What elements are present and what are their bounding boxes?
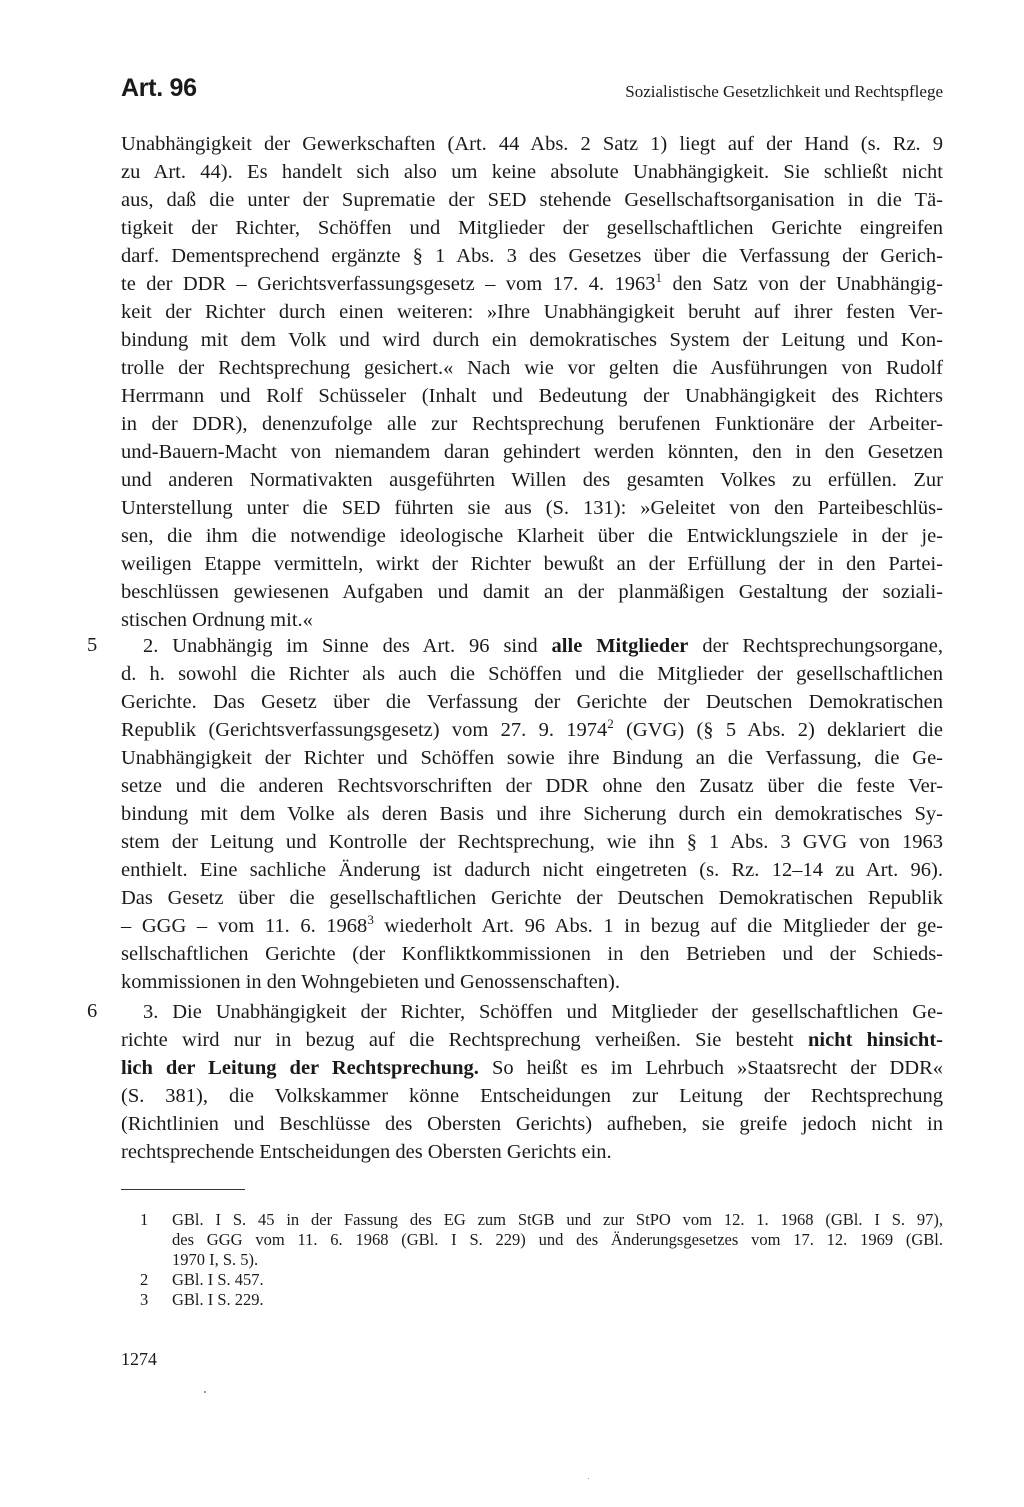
text-run: Republik (Gerichtsverfassungsgesetz) vom 27. 9. 1974 — [121, 719, 608, 741]
text-run: (GVG) (§ 5 Abs. 2) deklariert die — [613, 719, 944, 741]
text-line: in der DDR), denenzufolge alle zur Rechtsprechung berufenen Funktionäre der Arbeiter- — [121, 413, 943, 435]
text-line: keit der Richter durch einen weiteren: »Ihre Unabhängigkeit beruht auf ihrer festen Ver- — [121, 301, 943, 323]
text-line: tigkeit der Richter, Schöffen und Mitglieder der gesellschaftlichen Gerichte eingreifen — [121, 217, 943, 239]
footnote-text: GBl. I S. 457. — [172, 1270, 264, 1289]
page-number: 1274 — [121, 1349, 157, 1369]
text-line: Gerichte. Das Gesetz über die Verfassung der Gerichte der Deutschen Demokratischen — [121, 691, 943, 713]
text-line: zu Art. 44). Es handelt sich also um keine absolute Unabhängigkeit. Sie schließt nicht — [121, 161, 943, 183]
text-line — [121, 270, 943, 298]
article-label: Art. 96 — [121, 74, 197, 102]
text-run: So heißt es im Lehrbuch »Staatsrecht der DDR« — [478, 1057, 943, 1079]
paragraph-5 — [121, 632, 943, 996]
text-line: sellschaftlichen Gerichte (der Konfliktkommissionen in den Betrieben und der Schieds- — [121, 943, 943, 965]
footnote-text: GBl. I S. 229. — [172, 1290, 264, 1309]
text-line: rechtsprechende Entscheidungen des Obersten Gerichts ein. — [121, 1141, 612, 1163]
text-line: darf. Dementsprechend ergänzte § 1 Abs. 3 des Gesetzes über die Verfassung der Gerich- — [121, 245, 943, 267]
text-line: aus, daß die unter der Suprematie der SED stehende Gesellschaftsorganisation in die Tä- — [121, 189, 943, 211]
section-title: Sozialistische Gesetzlichkeit und Rechtspflege — [625, 82, 943, 101]
text-line — [121, 632, 943, 660]
text-line: (S. 381), die Volkskammer könne Entscheidungen zur Leitung der Rechtsprechung — [121, 1085, 943, 1107]
footnote — [140, 1270, 943, 1290]
footnote-ref[interactable]: 3 — [367, 912, 374, 927]
text-line: 3. Die Unabhängigkeit der Richter, Schöffen und Mitglieder der gesellschaftlichen Ge- — [143, 1001, 943, 1023]
footnote-number: 1 — [140, 1210, 149, 1229]
running-head — [121, 74, 943, 106]
footnote-ref[interactable]: 1 — [655, 270, 663, 285]
text-line: Herrmann und Rolf Schüsseler (Inhalt und Bedeutung der Unabhängigkeit des Richters — [121, 385, 943, 407]
text-line: (Richtlinien und Beschlüsse des Obersten Gerichts) aufheben, sie greife jedoch nicht in — [121, 1113, 943, 1135]
text-line: trolle der Rechtsprechung gesichert.« Nach wie vor gelten die Ausführungen von Rudolf — [121, 357, 943, 379]
text-line: Unabhängigkeit der Gewerkschaften (Art. 44 Abs. 2 Satz 1) liegt auf der Hand (s. Rz. 9 — [121, 133, 943, 155]
margin-number: 5 — [87, 634, 98, 656]
text-line: beschlüssen gewiesenen Aufgaben und damit an der planmäßigen Gestaltung der soziali- — [121, 581, 943, 603]
text-line — [121, 1054, 943, 1082]
text-line — [121, 1026, 943, 1054]
text-run: der Rechtsprechungsorgane, — [688, 635, 943, 657]
footnote-number: 2 — [140, 1270, 149, 1289]
text-run: wiederholt Art. 96 Abs. 1 in bezug auf die Mitglieder der ge- — [373, 915, 943, 937]
text-line: und anderen Normativakten ausgeführten Willen des gesamten Volkes zu erfüllen. Zur — [121, 469, 943, 491]
text-line: stem der Leitung und Kontrolle der Rechtsprechung, wie ihn § 1 Abs. 3 GVG von 1963 — [121, 831, 943, 853]
margin-number: 6 — [87, 1000, 98, 1022]
text-line: weiligen Etappe vermitteln, wirkt der Richter bewußt an der Erfüllung der in den Partei- — [121, 553, 943, 575]
text-run: te der DDR – Gerichtsverfassungsgesetz – vom 17. 4. 1963 — [121, 273, 656, 295]
footnote-text: GBl. I S. 45 in der Fassung des EG zum StGB und zur StPO vom 12. 1. 1968 (GBl. I S. 97), — [172, 1210, 943, 1229]
text-run: – GGG – vom 11. 6. 1968 — [121, 915, 368, 937]
footnote — [140, 1290, 943, 1310]
speck-mark — [588, 1478, 589, 1479]
text-run: 2. Unabhängig im Sinne des Art. 96 sind — [143, 635, 552, 657]
speck-mark — [204, 1391, 206, 1393]
footnote-number: 3 — [140, 1290, 149, 1309]
paragraph-continuation — [121, 130, 943, 634]
bold-phrase: lich der Leitung der Rechtsprechung. — [121, 1057, 479, 1079]
text-run: den Satz von der Unabhängig- — [662, 273, 944, 295]
text-line: und-Bauern-Macht von niemandem daran gehindert werden könnten, den in den Gesetzen — [121, 441, 943, 463]
text-line: Das Gesetz über die gesellschaftlichen Gerichte der Deutschen Demokratischen Republik — [121, 887, 943, 909]
text-line — [121, 716, 943, 744]
footnote-text: des GGG vom 11. 6. 1968 (GBl. I S. 229) und des Änderungsgesetzes vom 17. 12. 1969 (GBl. — [172, 1230, 943, 1249]
bold-phrase: alle Mitglieder — [551, 635, 689, 657]
bold-phrase: nicht hinsicht- — [807, 1029, 943, 1051]
text-line — [121, 912, 943, 940]
text-line: bindung mit dem Volke als deren Basis und ihre Sicherung durch ein demokratisches Sy- — [121, 803, 943, 825]
text-line: d. h. sowohl die Richter als auch die Schöffen und die Mitglieder der gesellschaftlichen — [121, 663, 943, 685]
text-run: richte wird nur in bezug auf die Rechtsprechung verheißen. Sie besteht — [121, 1029, 808, 1051]
footnote-ref[interactable]: 2 — [607, 716, 614, 731]
text-line: bindung mit dem Volk und wird durch ein demokratisches System der Leitung und Kon- — [121, 329, 943, 351]
paragraph-6 — [121, 998, 943, 1166]
text-line: enthielt. Eine sachliche Änderung ist dadurch nicht eingetreten (s. Rz. 12–14 zu Art. 96). — [121, 859, 943, 881]
footnote — [140, 1210, 943, 1270]
text-line: Unabhängigkeit der Richter und Schöffen sowie ihre Bindung an die Verfassung, die Ge- — [121, 747, 943, 769]
footnote-text: 1970 I, S. 5). — [172, 1250, 259, 1269]
text-line: stischen Ordnung mit.« — [121, 609, 313, 631]
footnotes — [140, 1210, 943, 1310]
text-line: setze und die anderen Rechtsvorschriften der DDR ohne den Zusatz über die feste Ver- — [121, 775, 943, 797]
text-line: Unterstellung unter die SED führten sie aus (S. 131): »Geleitet von den Parteibeschlüs- — [121, 497, 943, 519]
footnote-divider — [121, 1189, 245, 1190]
text-line: sen, die ihm die notwendige ideologische Klarheit über die Entwicklungsziele in der je- — [121, 525, 943, 547]
text-line: kommissionen in den Wohngebieten und Genossenschaften). — [121, 971, 620, 993]
